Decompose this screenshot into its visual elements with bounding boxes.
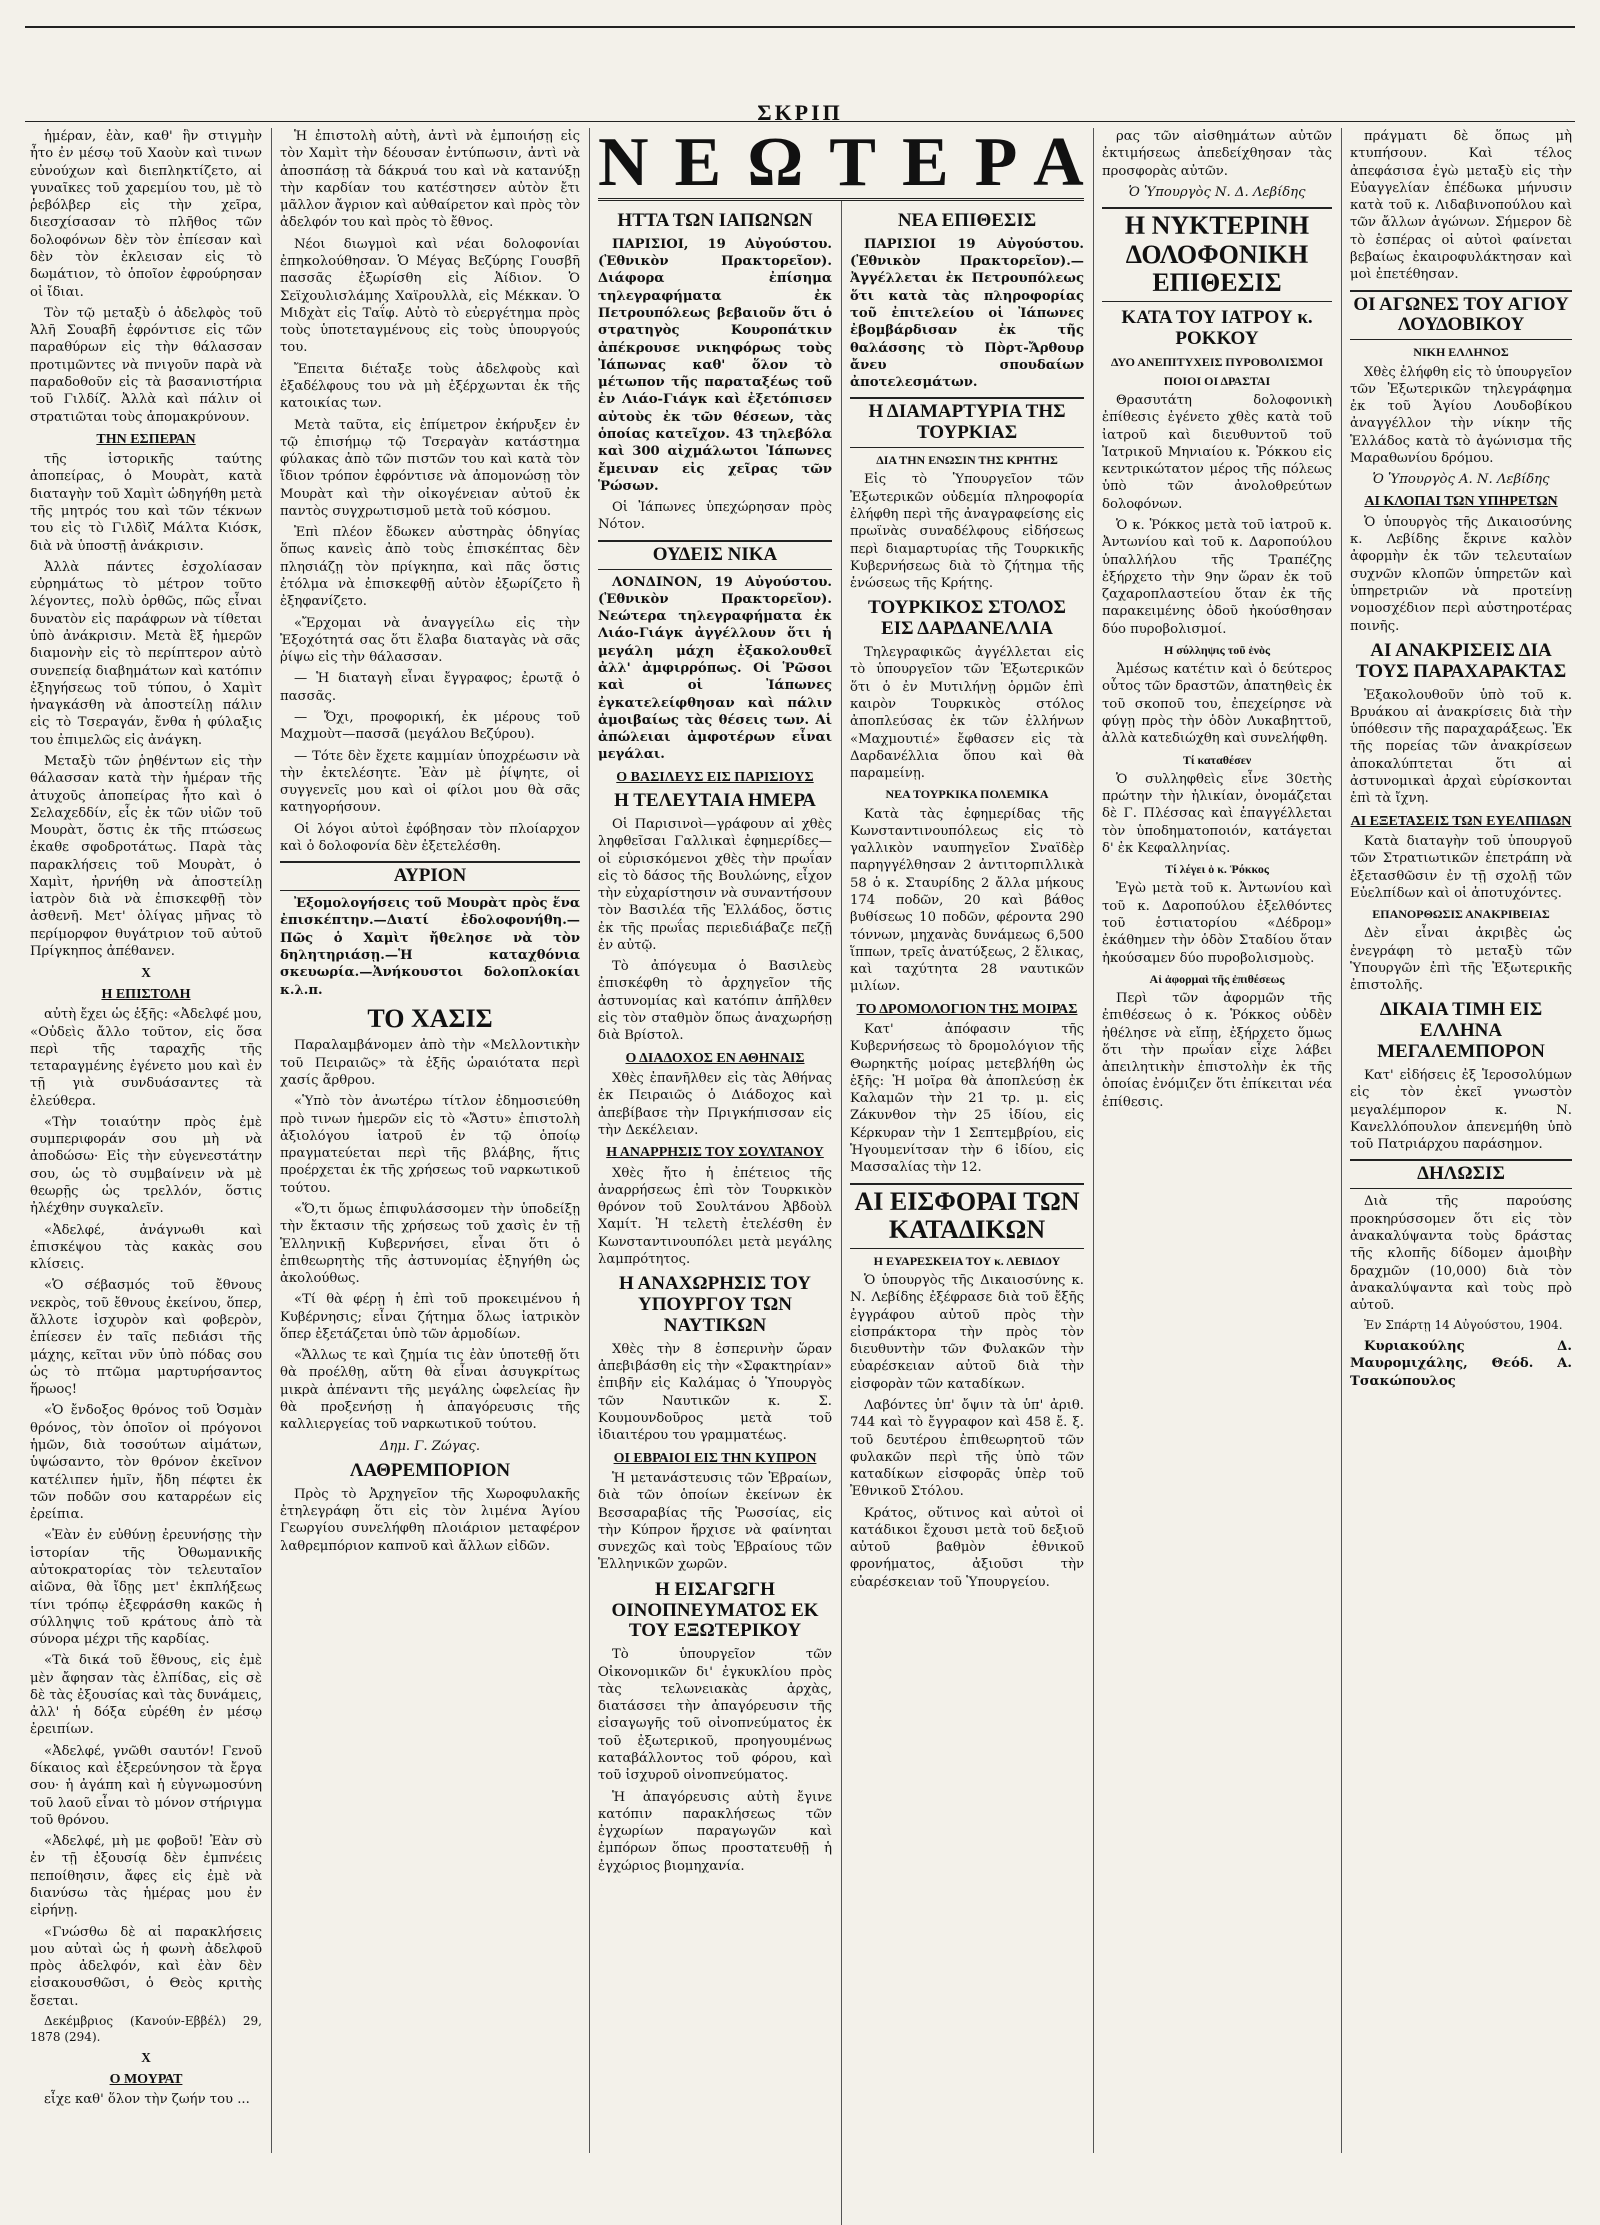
paragraph: Κράτος, οὕτινος καὶ αὐτοὶ οἱ κατάδικοι ἔχουσι μετὰ τοῦ δεξιοῦ αὐτοῦ βαθμὸν ἐθνικοῦ φρονήματος, ἀξιοῦσι τὴν εὐαρέσκειαν τοῦ Ὑπουργείου. — [850, 1505, 1084, 1590]
paragraph: «Ἄλλως τε καὶ ζημία τις ἐὰν ὑποτεθῇ ὅτι θὰ προέλθῃ, αὕτη θὰ εἶναι ἀσυγκρίτως μικρὰ ἀπέναντι τῆς μεγάλης ὠφελείας ἣν θὰ προξενήσῃ ἡ ἀπαγόρευσις τῆς καλλιεργείας τοῦ ναρκωτικοῦ τούτου. — [280, 1348, 580, 1433]
column-6 — [1350, 128, 1572, 2153]
paragraph: τῆς ἱστορικῆς ταύτης ἀποπείρας, ὁ Μουρὰτ, κατὰ διαταγὴν τοῦ Χαμὶτ ὡδηγήθη μετὰ τῆς μητρός του καὶ τῶν τέκνων του εἰς τὸ Γιλδὶζ Μάλτα Κιόσκ, διὰ νὰ ὑποστῇ ἀνάκρισιν. — [30, 452, 262, 554]
signature: Ὁ Ὑπουργὸς Ν. Δ. Λεβίδης — [1128, 184, 1306, 200]
paragraph: «Ὁ ἔνδοξος θρόνος τοῦ Ὀσμὰν θρόνος, τὸν ὁποῖον οἱ πρόγονοι ἡμῶν, διὰ τοσούτων αἱμάτων, ὑψώσαντο, τὸν θρόνον ἐκεῖνον κατέλιπεν ἡμῖν, ἤδη πέφτει ἐκ τῶν ποδῶν σου καταρρέων εἰς ἐρείπια. — [30, 1403, 262, 1523]
paragraph: Δὲν εἶναι ἀκριβὲς ὡς ἐνεγράφη τὸ μεταξὺ τῶν Ὑπουργῶν ἐπὶ τῆς Ἐξωτερικῆς ἐπιστολῆς. — [1350, 926, 1572, 994]
headline: Η ΝΥΚΤΕΡΙΝΗ ΔΟΛΟΦΟΝΙΚΗ ΕΠΙΘΕΣΙΣ — [1102, 207, 1332, 302]
headline: ΑΙ ΕΙΣΦΟΡΑΙ ΤΩΝ ΚΑΤΑΔΙΚΩΝ — [850, 1183, 1084, 1249]
subheading: Ο ΔΙΑΔΟΧΟΣ ΕΝ ΑΘΗΝΑΙΣ — [625, 1050, 805, 1066]
signature: Ὁ Ὑπουργὸς Α. Ν. Λεβίδης — [1372, 472, 1550, 488]
letter-date: Δεκέμβριος (Κανούν-Εββέλ) 29, 1878 (294). — [30, 2013, 262, 2044]
subheading: Ο ΒΑΣΙΛΕΥΣ ΕΙΣ ΠΑΡΙΣΙΟΥΣ — [616, 769, 814, 785]
paragraph: Λαβόντες ὑπ' ὄψιν τὰ ὑπ' ἀριθ. 744 καὶ τὸ ἔγγραφον καὶ 458 ἔ. ξ. τοῦ δευτέρου ἐπιθεωρητοῦ τῶν φυλακῶν περὶ τῆς ὑπὸ τῶν καταδίκων εἰσφορᾶς ὑπὲρ τοῦ Ἐθνικοῦ Στόλου. — [850, 1397, 1084, 1500]
paragraph: Ἐξακολουθοῦν ὑπὸ τοῦ κ. Βρυάκου αἱ ἀνακρίσεις διὰ τὴν ὑπόθεσιν τῆς παραχαράξεως. Ἐκ τῆς πορείας τῶν ἀνακρίσεων ἀποκαλύπτεται ὅτι αἱ ἀστυνομικαὶ ἀρχαὶ εὑρίσκονται ἐπὶ τὰ ἴχνη. — [1350, 687, 1572, 807]
paragraph: Ὁ συλληφθεὶς εἶνε 30ετὴς πρώτην τὴν ἡλικίαν, ὀνομάζεται δὲ Γ. Πλέσσας καὶ ἐπαγγέλλεται τὸν ὑποδηματοποιόν, κατάγεται δ' ἐκ Κεφαλληνίας. — [1102, 771, 1332, 856]
paragraph: εἶχε καθ' ὅλον τὴν ζωήν του ... — [44, 2092, 250, 2108]
column-4 — [850, 205, 1084, 2153]
paragraph: ΠΑΡΙΣΙΟΙ, 19 Αὐγούστου. (Ἐθνικὸν Πρακτορεῖον). Διάφορα ἐπίσημα τηλεγραφήματα ἐκ Πετρουπόλεως βεβαιοῦν ὅτι ὁ στρατηγὸς Κουροπάτκιν ἀπέκρουσε νικηφόρως τοὺς Ἰάπωνας καθ' ὅλον τὸ μέτωπον τῆς παραταξέως τοῦ ἐν Λιάο-Γιάγκ καὶ ἐξετόπισεν αὐτοὺς ἐκ τῶν θέσεων, τὰς ὁποίας κατεῖχον. 43 τηλεβόλα καὶ 300 αἰχμάλωτοι Ἰάπωνες ἔμειναν εἰς χεῖρας τῶν Ῥώσων. — [598, 236, 832, 494]
paragraph: Περὶ τῶν ἀφορμῶν τῆς ἐπιθέσεως ὁ κ. Ῥόκκος οὐδὲν ἠθέλησε νὰ εἴπῃ, ἐξήρχετο ὅμως ὅτι τὴν πρωΐαν εἶχε λάβει ἀπειλητικὴν ἐπιστολὴν ἐκ τῆς ὁποίας ἐνόμιζεν ὅτι ἐπίκειται νέα ἐπίθεσις. — [1102, 990, 1332, 1110]
paragraph: Ἡ ἀπαγόρευσις αὐτὴ ἔγινε κατόπιν παρακλήσεως τῶν ἐγχωρίων παραγωγῶν καὶ ἐμπόρων ὅπως προστατευθῇ ἡ ἐγχώριος βιομηχανία. — [598, 1789, 832, 1874]
notice-date: Ἐν Σπάρτῃ 14 Αὐγούστου, 1904. — [1364, 1318, 1563, 1333]
subheading: Η ΑΝΑΡΡΗΣΙΣ ΤΟΥ ΣΟΥΛΤΑΝΟΥ — [606, 1145, 824, 1161]
paragraph: πράγματι δὲ ὅπως μὴ κτυπήσουν. Καὶ τέλος ἀπεφάσισα ἐγὼ μεταξὺ εἰς τὴν Εὐαγγελίαν ἐπέδωκα μήνυσιν κατὰ τοῦ κ. Λιδαβινοπούλου καὶ τῶν ἄλλων ἀγώνων. Σήμερον δὲ τὸ ἑσπέρας οἱ αὐτοὶ φαίνεται βεβαίως ἐκαιροφυλάκτησαν καὶ μοὶ ἐπετέθησαν. — [1350, 129, 1572, 283]
headline: ΤΟΥΡΚΙΚΟΣ ΣΤΟΛΟΣ ΕΙΣ ΔΑΡΔΑΝΕΛΛΙΑ — [868, 597, 1066, 640]
paragraph: Τὸ ὑπουργεῖον τῶν Οἰκονομικῶν δι' ἐγκυκλίου πρὸς τὰς τελωνειακὰς ἀρχὰς, διατάσσει τὴν ἀπαγόρευσιν τῆς εἰσαγωγῆς τοῦ οἰνοπνεύματος ἐκ τοῦ ἐξωτερικοῦ, προηγουμένως καταβάλλοντος τοῦ φόρου, καὶ τοῦ ἰσχυροῦ οἰνοπνεύματος. — [598, 1647, 832, 1784]
paragraph: Νέοι διωγμοὶ καὶ νέαι δολοφονίαι ἐπηκολούθησαν. Ὁ Μέγας Βεζύρης Γουσβῆ πασσᾶς ἐξωρίσθη εἰς Ἀίδιον. Ὁ Σεϊχουλισλάμης Χαϊρουλλὰ, εἰς Μέκκαν. Ὁ Μιδχὰτ εἰς Ταΐφ. Αὐτὸ τὸ εὐεργέτημα πρὸς τοὺς ὑποτεταγμένους εἰς τοὺς ὑπουργούς του. — [280, 236, 580, 356]
paragraph: Τὸν τῷ μεταξὺ ὁ ἀδελφὸς τοῦ Ἀλῆ Σουαβῆ ἐφρόντισε εἰς τῶν παραθύρων εἰς τὴν θάλασσαν προτιμῶντες νὰ πνιγοῦν παρὰ νὰ παραδοθοῦν εἰς τὰ βασανιστήρια τοῦ Γιλδίζ. Ἀλλὰ καὶ πάλιν οἱ στρατιῶται τοὺς ἀπομακρύνουν. — [30, 305, 262, 425]
subheading: ΠΟΙΟΙ ΟΙ ΔΡΑΣΤΑΙ — [1163, 373, 1271, 388]
headline: ΔΙΚΑΙΑ ΤΙΜΗ ΕΙΣ ΕΛΛΗΝΑ ΜΕΓΑΛΕΜΠΟΡΟΝ — [1377, 999, 1545, 1063]
paragraph: — Ἡ διαταγὴ εἶναι ἔγγραφος; ἐρωτᾷ ὁ πασσᾶς. — [280, 671, 580, 704]
subheading: Ο ΜΟΥΡΑΤ — [109, 2071, 183, 2087]
paragraph: «Ὑπὸ τὸν ἀνωτέρω τίτλον ἐδημοσιεύθη πρὸ τινων ἡμερῶν εἰς τὸ «Ἄστυ» ἐπιστολὴ ἀξιολόγου ἰατροῦ ἐν τῷ ὁποίῳ πραγματεύεται περὶ τῆς βλάβης, ἥτις προέρχεται ἐκ τῆς χρήσεως τοῦ ναρκωτικοῦ τούτου. — [280, 1094, 580, 1196]
headline: ΗΤΤΑ ΤΩΝ ΙΑΠΩΝΩΝ — [617, 210, 813, 231]
paragraph: Μετὰ ταῦτα, εἰς ἐπίμετρον ἐκήρυξεν ἐν τῷ ἐπισήμῳ τῷ Τσεραγὰν κατάστημα φύλακας ἀπὸ τῶν πιστῶν του καὶ κατὰ τὸν ἴδιον τρόπον ἐφρόντισε νὰ ἀπομονώσῃ τὸν Μουρὰτ καὶ τὴν οἰκογένειαν αὐτοῦ ἐκ παντὸς συγχρωτισμοῦ μετὰ τοῦ κόσμου. — [280, 417, 580, 519]
subheading: Αἱ ἀφορμαὶ τῆς ἐπιθέσεως — [1149, 971, 1285, 986]
subheading: ΤΟ ΔΡΟΜΟΛΟΓΙΟΝ ΤΗΣ ΜΟΙΡΑΣ — [856, 1001, 1078, 1017]
paragraph: «Ἀδελφέ, μὴ με φοβοῦ! Ἐὰν σὺ ἐν τῇ ἐξουσίᾳ δὲν ἐμπνέεις πεποίθησιν, ἄφες εἰς ἐμὲ νὰ διανύσω τὰς ἡμέρας μου ἐν εἰρήνῃ. — [30, 1834, 262, 1919]
paragraph: ΠΑΡΙΣΙΟΙ 19 Αὐγούστου. (Ἐθνικὸν Πρακτορεῖον).—Ἀγγέλλεται ἐκ Πετρουπόλεως ὅτι κατὰ τὰς πληροφορίας τοῦ ἐπιτελείου οἱ Ἰάπωνες ἐβομβάρδισαν ἐκ τῆς θαλάσσης τὸ Πὸρτ-Ἄρθουρ ἄνευ σπουδαίων ἀποτελεσμάτων. — [850, 236, 1084, 391]
masthead — [0, 100, 1600, 126]
paragraph: Πρὸς τὸ Ἀρχηγεῖον τῆς Χωροφυλακῆς ἐτηλεγράφη ὅτι εἰς τὸν λιμένα Ἁγίου Γεωργίου συνελήφθη πλοιάριον μεταφέρον λαθρεμπόριον καπνοῦ καὶ ἄλλων εἰδῶν. — [280, 1486, 580, 1554]
top-rule — [25, 26, 1575, 28]
news-banner-title: ΝΕΩΤΕΡΑ — [598, 124, 1110, 201]
paragraph: «Γνώσθω δὲ αἱ παρακλήσεις μου αὐταὶ ὡς ἡ φωνὴ ἀδελφοῦ πρὸς ἀδελφόν, καὶ ἐὰν δὲν εἰσακουσθῶσι, ὁ Θεὸς κριτὴς ἔσεται. — [30, 1924, 262, 2009]
headline: ΟΥΔΕΙΣ ΝΙΚΑ — [598, 540, 832, 570]
paragraph: Οἱ Παρισινοὶ—γράφουν αἱ χθὲς ληφθεῖσαι Γαλλικαὶ ἐφημερίδες—οἱ εὑρισκόμενοι χθὲς τὴν πρωΐαν εἰς τὸ δάσος τῆς Βουλώνης, εἶχον τὴν εὐχαρίστησιν νὰ συναντήσουν τὸν Βασιλέα τῆς Ἑλλάδος, ὅστις ἐκ τῆς πρωΐας περιεδιάβαζε πεζῇ ἐν αὐτῷ. — [598, 816, 832, 953]
subheading: ΚΑΤΑ ΤΟΥ ΙΑΤΡΟΥ κ. ΡΟΚΚΟΥ — [1121, 306, 1313, 349]
paragraph: «Ὅ,τι ὅμως ἐπιφυλάσσομεν τὴν ὑποδείξῃ τὴν ἔκτασιν τῆς χρήσεως τοῦ χασὶς ἐν τῇ Ἑλληνικῇ Κυβερνήσει, εἶναι ὅτι ὁ ἐπιθεωρητὴς τῆς ἀστυνομίας ἐξηγήθη ὡς ἀκολούθως. — [280, 1201, 580, 1287]
signature: Κυριακούλης Δ. Μαυρομιχάλης, Θεόδ. Α. Τσακώπουλος — [1350, 1339, 1572, 1389]
subheading: ΤΗΝ ΕΣΠΕΡΑΝ — [96, 431, 196, 447]
subheading: ΕΠΑΝΟΡΘΩΣΙΣ ΑΝΑΚΡΙΒΕΙΑΣ — [1372, 907, 1550, 922]
column-rule — [589, 128, 590, 2153]
column-3 — [598, 205, 832, 2153]
paragraph: Χθὲς τὴν 8 ἑσπερινὴν ὥραν ἀπεβιβάσθη εἰς τὴν «Σφακτηρίαν» ἐπιβῆν εἰς Καλάμας ὁ Ὑπουργὸς τῶν Ναυτικῶν κ. Σ. Κουμουνδοῦρος μετὰ τοῦ ἰδιαιτέρου του γραμματέως. — [598, 1341, 832, 1444]
subheading: ΑΙ ΚΛΟΠΑΙ ΤΩΝ ΥΠΗΡΕΤΩΝ — [1364, 494, 1558, 510]
paragraph: Ἐξομολογήσεις τοῦ Μουρὰτ πρὸς ἕνα ἐπισκέπτην.—Διατί ἐδολοφονήθη.—Πῶς ὁ Χαμὶτ ἤθελησε νὰ τὸν δηλητηριάσῃ.—Ἡ καταχθόνια σκευωρία.—Ἀνήκουστοι δολοπλοκίαι κ.λ.π. — [280, 896, 580, 998]
paragraph: Διὰ τῆς παρούσης προκηρύσσομεν ὅτι εἰς τὸν ἀνακαλύψαντα τοὺς δράστας τῆς κλοπῆς δίδομεν ἀμοιβὴν δραχμῶν (10,000) διὰ τὸν ἀνακαλύψαντα καὶ τοὺς πρὸ αὐτοῦ. — [1350, 1194, 1572, 1314]
column-1 — [30, 128, 262, 2153]
paragraph: Τηλεγραφικῶς ἀγγέλλεται εἰς τὸ ὑπουργεῖον τῶν Ἐξωτερικῶν ὅτι ὁ ἐν Μυτιλήνῃ ὁρμῶν ἐπὶ καιρὸν Τουρκικὸς στόλος ἀποπλεύσας ἐκ τῶν ἐλλήνων «Μαχμουτιέ» ἔφθασεν εἰς τὰ Δαρδανέλλια ὅπου καὶ θὰ παραμείνῃ. — [850, 645, 1084, 782]
subheading: Τί καταθέσεν — [1182, 752, 1252, 767]
paragraph: ρας τῶν αἰσθημάτων αὐτῶν ἐκτιμήσεως ἀπεδείχθησαν τὰς προσφορὰς αὐτῶν. — [1102, 129, 1332, 179]
paragraph: Ἀλλὰ πάντες ἐσχολίασαν εὐρημάτως τὸ μέτρον τοῦτο λέγοντες, πολὺ ὀρθῶς, πῶς εἶναι δυνατὸν εἰς παράφρων νὰ τίθεται ὑπὸ ἀνάκρισιν. Μετὰ ἓξ ἡμερῶν διαμονὴν εἰς τὸ περίπτερον αὐτὸ συνεπείᾳ διαβημάτων καὶ κατόπιν ἐξηγήσεως τοῦ τύπου, ὁ Χαμὶτ ἠναγκάσθη νὰ ἀποστείλῃ πάλιν εἰς τὸ Τσεραγάν, ἔνθα ἡ φύλαξις του ἐπιμελῶς εἰς ἀνάγκη. — [30, 559, 262, 748]
paragraph: Οἱ Ἰάπωνες ὑπεχώρησαν πρὸς Νότον. — [598, 500, 832, 533]
subheading: ΝΕΑ ΤΟΥΡΚΙΚΑ ΠΟΛΕΜΙΚΑ — [885, 787, 1049, 802]
paragraph: Ἡ μετανάστευσις τῶν Ἑβραίων, διὰ τῶν ὁποίων ἐκείνων ἐκ Βεσσαραβίας τῆς Ῥωσσίας, εἰς τὴν Κύπρον ἤρχισε νὰ φαίνηται συνεχῶς καὶ τοὺς Ἑβραίους τῶν Ἑλληνικῶν χωρῶν. — [598, 1470, 832, 1573]
paragraph: «Ἔρχομαι νὰ ἀναγγείλω εἰς τὴν Ἐξοχότητά σας ὅτι ἔλαβα διαταγὰς νὰ σᾶς ῥίψω εἰς τὴν θάλασσαν. — [280, 615, 580, 666]
headline: ΔΗΛΩΣΙΣ — [1350, 1159, 1572, 1189]
paragraph: Ἐπὶ πλέον ἔδωκεν αὐστηρὰς ὁδηγίας ὅπως κανεὶς ἀπὸ τοὺς ἐπισκέπτας δὲν πλησιάζῃ τὸν πρίγκηπα, καὶ πᾶς ὅστις ἐτόλμα νὰ ἐπισκεφθῇ αὐτὸν ἐξωρίζετο ἢ ἐξηφανίζετο. — [280, 525, 580, 610]
subheading: Η ΕΠΙΣΤΟΛΗ — [101, 986, 191, 1002]
paragraph: — Ὄχι, προφορική, ἐκ μέρους τοῦ Μαχμοὺτ—πασσᾶ (μεγάλου Βεζύρου). — [280, 710, 580, 743]
column-rule — [271, 128, 272, 2153]
headline: ΑΙ ΑΝΑΚΡΙΣΕΙΣ ΔΙΑ ΤΟΥΣ ΠΑΡΑΧΑΡΑΚΤΑΣ — [1355, 639, 1567, 682]
paragraph: Χθὲς ἐπανῆλθεν εἰς τὰς Ἀθήνας ἐκ Πειραιῶς ὁ Διάδοχος καὶ ἀπεβίβασε τὴν Πριγκήπισσαν εἰς τὴν Δεκέλειαν. — [598, 1070, 832, 1138]
paragraph: Χθὲς ἤτο ἡ ἐπέτειος τῆς ἀναρρήσεως ἐπὶ τὸν Τουρκικὸν θρόνον τοῦ Σουλτάνου Ἀβδοὺλ Χαμίτ. Ἡ τελετὴ ἐτελέσθη ἐν Κωνσταντινουπόλει μετὰ μεγάλης λαμπρότητος. — [598, 1165, 832, 1267]
subheading: Η ΕΥΑΡΕΣΚΕΙΑ ΤΟΥ κ. ΛΕΒΙΔΟΥ — [873, 1253, 1061, 1268]
headline: Η ΕΙΣΑΓΩΓΗ ΟΙΝΟΠΝΕΥΜΑΤΟΣ ΕΚ ΤΟΥ ΕΞΩΤΕΡΙΚΟΥ — [611, 1578, 819, 1642]
column-2 — [280, 128, 580, 2153]
headline: Η ΑΝΑΧΩΡΗΣΙΣ ΤΟΥ ΥΠΟΥΡΓΟΥ ΤΩΝ ΝΑΥΤΙΚΩΝ — [619, 1273, 811, 1336]
paragraph: «Τί θὰ φέρῃ ἡ ἐπὶ τοῦ προκειμένου ἡ Κυβέρνησις; εἶναι ζήτημα ὅλως ἰατρικὸν ὅπερ ἐξετάζεται ὑπὸ τῶν ἁρμοδίων. — [280, 1292, 580, 1342]
paragraph: «Τὰ δικά τοῦ ἔθνους, εἰς ἐμὲ μὲν ἄφησαν τὰς ἐλπίδας, εἰς σὲ δὲ τὰς ἐξουσίας καὶ τὰς δυνάμεις, ἀλλ' ἡ δόξα εὑρέθη ἐν μέσῳ ἐρειπίων. — [30, 1653, 262, 1738]
subheading: ΟΙ ΕΒΡΑΙΟΙ ΕΙΣ ΤΗΝ ΚΥΠΡΟΝ — [613, 1450, 817, 1466]
paragraph: Κατὰ διαταγὴν τοῦ ὑπουργοῦ τῶν Στρατιωτικῶν ἐπετράπη νὰ ἐξετασθῶσιν ἐν τῇ σχολῇ τῶν Εὐελπίδων καὶ οἱ ἀποτυχόντες. — [1350, 833, 1572, 901]
paragraph: Ἀμέσως κατέτιν καὶ ὁ δεύτερος οὗτος τῶν δραστῶν, ἀπατηθεὶς ἐκ τοῦ σκοποῦ του, ἐπεχείρησε νὰ φύγῃ πρὸς τὴν ὁδὸν Λυκαβηττοῦ, ἀλλὰ κατεδιώχθη καὶ συνελήφθη. — [1102, 662, 1332, 747]
paragraph: Εἰς τὸ Ὑπουργεῖον τῶν Ἐξωτερικῶν οὐδεμία πληροφορία ἐλήφθη περὶ τῆς ἀναγραφείσης εἰς πρωϊνὰς συναδέλφους εἰδήσεως περὶ διαμαρτυρίας τῆς Τουρκικῆς Κυβερνήσεως διὰ τὸ ζήτημα τῆς ἑνώσεως τῆς Κρήτης. — [850, 472, 1084, 592]
paragraph: «Ἐὰν ἐν εὐθύνῃ ἐρευνήσῃς τὴν ἱστορίαν τῆς Ὀθωμανικῆς αὐτοκρατορίας τὸν τελευταῖον αἰῶνα, θὰ ἴδῃς μετ' ἐκπλήξεως τίνι τρόπῳ ἐξεφράσθη κακῶς ἡ σύλληψις τοῦ κράτους ἀπὸ τὰ σύνορα μέχρι τῆς καρδίας. — [30, 1528, 262, 1648]
paragraph: αὐτὴ ἔχει ὡς ἑξῆς: «Ἀδελφέ μου, «Οὐδεὶς ἄλλο τοῦτον, εἰς ὅσα περὶ τῆς ταραχῆς τῆς τεταραγμένης ἐγένετο μου καὶ ἐν τῇ γιὰ συνδυάσαντες τὰ ἐλεύθερα. — [30, 1007, 262, 1109]
paragraph: Χθὲς ἐλήφθη εἰς τὸ ὑπουργεῖον τῶν Ἐξωτερικῶν τηλεγράφημα ἐκ τοῦ Ἁγίου Λουδοβίκου ἀναγγέλλον τὴν νίκην τῆς Ἑλλάδος κατὰ τὸ ἀγώνισμα τῆς Μαραθωνίου δρόμου. — [1350, 364, 1572, 466]
headline: Η ΔΙΑΜΑΡΤΥΡΙΑ ΤΗΣ ΤΟΥΡΚΙΑΣ — [850, 397, 1084, 448]
paragraph: «Ἀδελφέ, γνῶθι σαυτόν! Γενοῦ δίκαιος καὶ ἐξερεύνησον τὰ ἔργα σου· ἡ ἀγάπη καὶ ἡ εὐγνωμοσύνη τοῦ λαοῦ εἶναι τὸ μόνον στήριγμα τοῦ θρόνου. — [30, 1743, 262, 1828]
paragraph: ἡμέραν, ἐὰν, καθ' ἣν στιγμὴν ἦτο ἐν μέσῳ τοῦ Χαοὺν καὶ τινων εὐνούχων καὶ διεπληκτίζετο, αἱ γυναῖκες τοῦ χαρεμίου του, μὲ τὸ ῥεβόλβερ εἰς τὴν χεῖρα, διεσχίσασαν τὸ πλῆθος τῶν δολοφόνων δὲν τὸν ἐπίεσαν καὶ δὲν τὸν ἐκλεισαν εἰς τὸ δωμάτιον, τὸ ὁποῖον ἐφρούρησαν οἱ ἴδιαι. — [30, 129, 262, 300]
headline: ΤΟ ΧΑΣΙΣ — [367, 1003, 493, 1033]
paragraph: Παραλαμβάνομεν ἀπὸ τὴν «Μελλοντικὴν τοῦ Πειραιῶς» τὰ ἑξῆς ὡραιότατα περὶ χασίς ἄρθρου. — [280, 1038, 580, 1088]
paragraph: Ἡ ἐπιστολὴ αὐτὴ, ἀντὶ νὰ ἐμποιήσῃ εἰς τὸν Χαμὶτ τὴν δέουσαν ἐντύπωσιν, ἀντὶ νὰ ἀποσπάσῃ τὰ δάκρυά του καὶ νὰ κατανύξῃ τὴν καρδίαν του κατέστησεν αὐτὸν ἔτι μᾶλλον ἄγριον καὶ αὐθαίρετον καὶ πρὸς τὸν ἀδελφόν του καὶ πρὸς τὸ ἔθνος. — [280, 129, 580, 231]
column-rule — [1093, 128, 1094, 2153]
headline: ΝΕΑ ΕΠΙΘΕΣΙΣ — [897, 210, 1037, 231]
paragraph: Ἐγὼ μετὰ τοῦ κ. Ἀντωνίου καὶ τοῦ κ. Δαροπούλου ἐξελθόντες τοῦ ἑστιατορίου «Δέδρομ» ἐκάθημεν τὴν ὁδὸν Σταδίου ὅταν ἠκούσαμεν δύο πυροβολισμοὺς. — [1102, 881, 1332, 966]
signature: Δημ. Γ. Ζώγας. — [379, 1438, 481, 1454]
paragraph: Θρασυτάτη δολοφονικὴ ἐπίθεσις ἐγένετο χθὲς κατὰ τοῦ ἰατροῦ καὶ διευθυντοῦ τοῦ Ἰατρικοῦ Μηνιαίου κ. Ῥόκκου εἰς κεντρικώτατον μέρος τῆς πόλεως ὑπὸ τῶν ἀνολοθρεύτων δολοφόνων. — [1102, 393, 1332, 512]
subheading: ΔΥΟ ΑΝΕΠΙΤΥΧΕΙΣ ΠΥΡΟΒΟΛΙΣΜΟΙ — [1110, 354, 1323, 369]
news-banner — [598, 124, 1110, 201]
subheading: ΑΙ ΕΞΕΤΑΣΕΙΣ ΤΩΝ ΕΥΕΛΠΙΔΩΝ — [1350, 813, 1572, 829]
column-rule — [1341, 128, 1342, 2153]
subheading: Η σύλληψις τοῦ ἑνὸς — [1163, 643, 1271, 657]
paragraph: Ὁ ὑπουργὸς τῆς Δικαιοσύνης κ. Λεβίδης ἔκρινε καλὸν ἀφορμὴν ἐκ τῶν τελευταίων συχνῶν κλοπῶν ὑπηρετῶν καὶ ὑπηρετριῶν νὰ προτείνῃ νομοσχέδιον περὶ αὐστηροτέρας ποινῆς. — [1350, 514, 1572, 634]
paragraph: Ὁ κ. Ῥόκκος μετὰ τοῦ ἰατροῦ κ. Ἀντωνίου καὶ τοῦ κ. Δαροπούλου ὑπαλλήλου τῆς Τραπέζης ἐξήρχετο τὴν 9ην ὥραν ἐκ τοῦ ζαχαροπλαστείου ὅταν ἐκ τῆς παρακειμένης ὁδοῦ ἠκούσθησαν δύο πυροβολισμοί. — [1102, 518, 1332, 637]
headline: ΑΥΡΙΟΝ — [280, 861, 580, 891]
paragraph: Οἱ λόγοι αὐτοὶ ἐφόβησαν τὸν πλοίαρχον καὶ ὁ δολοφονία δὲν ἐξετελέσθη. — [280, 821, 580, 854]
paragraph: «Τὴν τοιαύτην πρὸς ἐμὲ συμπεριφοράν σου μὴ νὰ ἀποδώσω· Εἰς τὴν εὐγενεστάτην σου, ὡς τὸ συμβαίνειν νὰ μὲ θεωρῇς ὡς τρελλόν, ὅστις ἠλέχθην συγκαλεῖν. — [30, 1114, 262, 1217]
paragraph: — Τότε δὲν ἔχετε καμμίαν ὑποχρέωσιν νὰ τὴν ἐκτελέσητε. Ἐὰν μὲ ῥίψητε, οἱ συγγενεῖς μου καὶ οἱ φίλοι μου θὰ σᾶς κατηγορήσουν. — [280, 748, 580, 816]
subheading: ΔΙΑ ΤΗΝ ΕΝΩΣΙΝ ΤΗΣ ΚΡΗΤΗΣ — [876, 453, 1058, 468]
paragraph: Τὸ ἀπόγευμα ὁ Βασιλεὺς ἐπισκέφθη τὸ ἀρχηγεῖον τῆς ἀστυνομίας καὶ κατόπιν ἀπῆλθεν εἰς τὸν σταθμὸν ὅπως ἀναχωρήσῃ διὰ Βρίστολ. — [598, 959, 832, 1044]
column-5 — [1102, 128, 1332, 2153]
headline: ΛΑΘΡΕΜΠΟΡΙΟΝ — [349, 1459, 511, 1481]
subheading: Τί λέγει ὁ κ. Ῥόκκος — [1165, 862, 1269, 877]
column-rule — [841, 200, 842, 2225]
paragraph: Κατ' ἀπόφασιν τῆς Κυβερνήσεως τὸ δρομολόγιον τῆς Θωρηκτῆς μοίρας μετεβλήθη ὡς ἑξῆς: Ἡ μοῖρα θὰ ἀποπλεύσῃ ἐκ Καλαμῶν τὴν 21 τρ. μ. εἰς Ζάκυνθον τὴν 25 ἰδίου, εἰς Κέρκυραν τὴν 1 Σεπτεμβρίου, εἰς Ἡγουμενίτσαν τὴν 6 ἰδίου, εἰς Μασσαλίας τὴν 12. — [850, 1022, 1084, 1176]
masthead-title: ΣΚΡΙΠ — [757, 100, 843, 125]
paragraph: Μεταξὺ τῶν ῥηθέντων εἰς τὴν θάλασσαν κατὰ τὴν ἡμέραν τῆς ἀτυχοῦς ἀποπείρας ἦτο καὶ ὁ Σελαχεδδίν, εἷς ἐκ τῶν υἱῶν τοῦ Μουρὰτ, ὅστις ἐκ τῆς πτώσεως ἐκαθε σφοδροτάτως. Παρὰ τὰς παρακλήσεις τοῦ Μουρὰτ, ὁ Χαμὶτ, ἠρνήθη νὰ ἀποστείλῃ ἰατρὸν διὰ νὰ ἐπισκεφθῇ τὸν ἀσθενῆ. Μετ' ὀλίγας μῆνας τὸ περίμορφον θυγάτριον τοῦ αὐτοῦ Πρίγκηπος ἀπέθανεν. — [30, 753, 262, 960]
paragraph: Ὁ ὑπουργὸς τῆς Δικαιοσύνης κ. Ν. Λεβίδης ἐξέφρασε διὰ τοῦ ἔξῆς ἐγγράφου αὐτοῦ πρὸς τὴν εἰσπράκτορα τὴν πρὸς τὸν διευθυντὴν τῶν Φυλακῶν τὴν εὐαρέσκειαν αὐτοῦ διὰ τὴν εἰσφορὰν τῶν καταδίκων. — [850, 1272, 1084, 1392]
paragraph: Κατὰ τὰς ἐφημερίδας τῆς Κωνσταντινουπόλεως εἰς τὸ γαλλικὸν ναυπηγεῖον Σναϊδὲρ παρηγγέλθησαν 2 ἀντιτορπιλλικὰ 58 ὁ κ. Σταυρίδης 2 ἄλλα μήκους 174 ποδῶν, 20 καὶ βάθος βυθίσεως 10 ποδῶν, φέροντα 290 τόννων, μηχανὰς δυνάμεως 6,500 ἵππων, τρεῖς ἀνατύξεως, 2 ἔλικας, καὶ ταχύτητα 28 ναυτικῶν μιλίων. — [850, 806, 1084, 995]
paragraph: Κατ' εἰδήσεις ἐξ Ἱεροσολύμων εἰς τὸν ἐκεῖ γνωστὸν μεγαλέμπορον κ. Ν. Κανελλόπουλον ἀπενεμήθη ὑπὸ τοῦ Πατριάρχου παράσημον. — [1350, 1068, 1572, 1153]
section-mark: Χ — [141, 965, 151, 981]
paragraph: Ἔπειτα διέταξε τοὺς ἀδελφοὺς καὶ ἐξαδέλφους του νὰ μὴ ἐξέρχωνται ἐκ τῆς κατοικίας των. — [280, 361, 580, 412]
headline: ΟΙ ΑΓΩΝΕΣ ΤΟΥ ΑΓΙΟΥ ΛΟΥΔΟΒΙΚΟΥ — [1350, 290, 1572, 341]
headline: Η ΤΕΛΕΥΤΑΙΑ ΗΜΕΡΑ — [614, 790, 816, 812]
subheading: ΝΙΚΗ ΕΛΛΗΝΟΣ — [1413, 345, 1509, 360]
paragraph: «Ἀδελφέ, ἀνάγνωθι καὶ ἐπισκέψου τὰς κακὰς σου κλίσεις. — [30, 1222, 262, 1273]
paragraph: «Ὁ σέβασμός τοῦ ἔθνους νεκρὸς, τοῦ ἔθνους ἐκείνου, ὅπερ, ἄλλοτε ἰσχυρὸν καὶ φοβερὸν, ἐπίεσεν ἐν ταῖς πεδιάσι τῆς μάχης, κεῖται νῦν ὑπὸ πόδας σου ὡς τὸ πτῶμα μαρτυρήσαντος ἥρωος! — [30, 1278, 262, 1398]
section-mark: Χ — [141, 2050, 151, 2066]
paragraph: ΛΟΝΔΙΝΟΝ, 19 Αὐγούστου. (Ἐθνικὸν Πρακτορεῖον). Νεώτερα τηλεγραφήματα ἐκ Λιάο-Γιάγκ ἀγγέλλουν ὅτι ἡ μεγάλη μάχη ἐξακολουθεῖ ἀλλ' ἀμφιρρόπως. Οἱ Ῥῶσοι καὶ οἱ Ἰάπωνες ἐγκατελείφθησαν καὶ πάλιν ἀμοιβαίως τὰς θέσεις των. Αἱ ἀπώλειαι ἀμφοτέρων εἶναι μεγάλαι. — [598, 574, 832, 763]
